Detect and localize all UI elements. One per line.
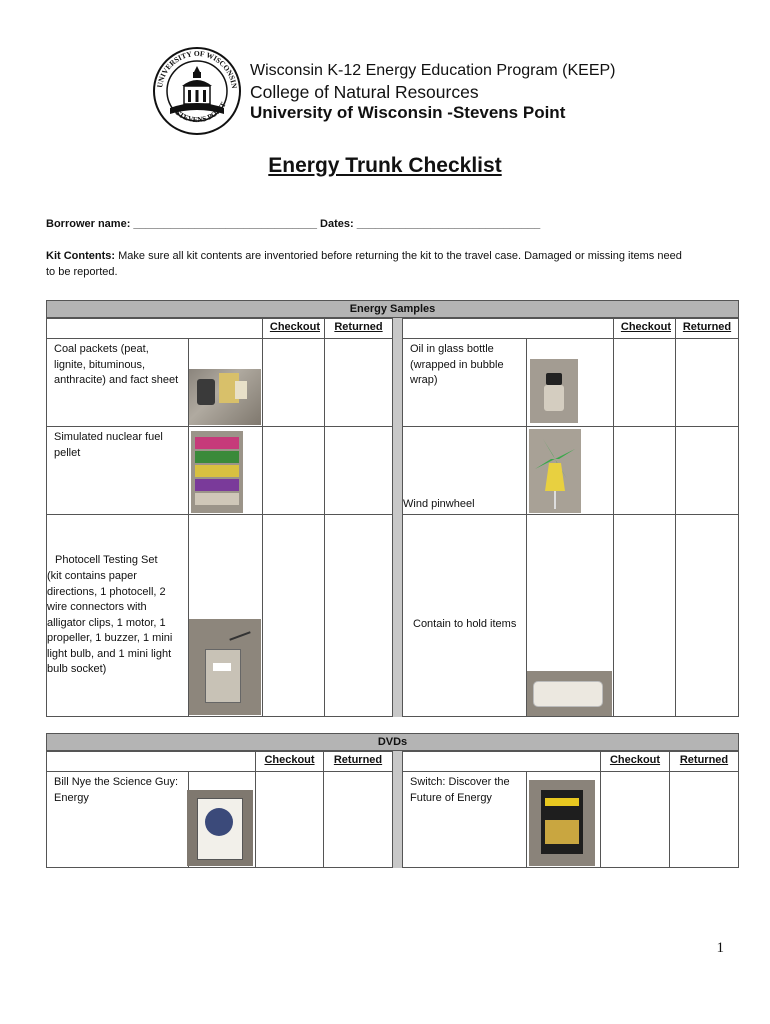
page-number: 1 [716, 940, 724, 956]
svg-text:STEVENS POINT: STEVENS POINT [173, 100, 228, 125]
kit-contents-text-2: to be reported. [46, 266, 118, 278]
dvd-header-spacer-right [402, 751, 601, 772]
oil-checkout-cell[interactable] [613, 338, 676, 427]
borrower-label: Borrower name: [46, 218, 131, 230]
bill-nye-returned-cell[interactable] [323, 771, 393, 868]
header-spacer-left [46, 318, 263, 339]
item-photocell-body: (kit contains paper directions, 1 photocell, 2 wire connectors with alligator clips, 1 motor, 1 propeller, 1 buzzer, 1 mini light bulb, and 1 mini light bulb socket) [47, 570, 173, 675]
nuclear-returned-cell[interactable] [324, 426, 393, 515]
borrower-name-field[interactable]: ______________________________ [133, 218, 317, 230]
oil-photo [530, 359, 578, 423]
photocell-checkout-cell[interactable] [262, 514, 325, 717]
org-line-2: College of Natural Resources [250, 82, 479, 102]
item-oil-label: Oil in glass bottle (wrapped in bubble wrap) [402, 338, 527, 427]
oil-returned-cell[interactable] [675, 338, 739, 427]
switch-checkout-cell[interactable] [600, 771, 670, 868]
item-wind-cell [402, 426, 527, 515]
item-coal-photo-cell [188, 338, 263, 427]
dvd-returned-header-right: Returned [669, 751, 739, 772]
kit-contents [46, 248, 736, 280]
checkout-header-left: Checkout [262, 318, 325, 339]
checkout-header-right: Checkout [613, 318, 676, 339]
dates-label: Dates: [320, 218, 354, 230]
dvd-bill-nye-label: Bill Nye the Science Guy: Energy [46, 771, 189, 868]
item-nuclear-label: Simulated nuclear fuel pellet [46, 426, 189, 515]
dvd-header-spacer-left [46, 751, 256, 772]
dvd-checkout-header-right: Checkout [600, 751, 670, 772]
switch-dvd-photo [529, 780, 595, 866]
item-photocell-title: Photocell Testing Set [55, 554, 158, 566]
switch-returned-cell[interactable] [669, 771, 739, 868]
coal-photo [189, 369, 261, 425]
container-checkout-cell[interactable] [613, 514, 676, 717]
item-container-label: Contain to hold items [413, 618, 517, 630]
item-wind-photo-cell [526, 426, 614, 515]
wind-checkout-cell[interactable] [613, 426, 676, 515]
dvd-checkout-header-left: Checkout [255, 751, 324, 772]
nuclear-photo [191, 431, 243, 513]
item-photocell-cell [46, 514, 189, 717]
photocell-photo [189, 619, 261, 715]
borrower-line [46, 216, 540, 232]
bill-nye-dvd-photo [187, 790, 253, 866]
dvds-heading: DVDs [46, 733, 739, 751]
bill-nye-checkout-cell[interactable] [255, 771, 324, 868]
item-nuclear-photo-cell [188, 426, 263, 515]
kit-contents-text: Make sure all kit contents are inventoried before returning the kit to the travel case. Damaged or missing items need [118, 250, 682, 262]
page-title: Energy Trunk Checklist [268, 154, 502, 177]
item-photocell-photo-cell [188, 514, 263, 717]
item-oil-photo-cell [526, 338, 614, 427]
returned-header-right: Returned [675, 318, 739, 339]
energy-samples-heading: Energy Samples [46, 300, 739, 318]
university-seal [152, 46, 242, 136]
dates-field[interactable]: ______________________________ [356, 218, 541, 230]
org-line-1: Wisconsin K-12 Energy Education Program (KEEP) [250, 62, 616, 79]
dvd-bill-nye-photo-cell [188, 771, 256, 868]
nuclear-checkout-cell[interactable] [262, 426, 325, 515]
photocell-returned-cell[interactable] [324, 514, 393, 717]
svg-text:UNIVERSITY OF WISCONSIN: UNIVERSITY OF WISCONSIN [155, 48, 239, 89]
container-photo [527, 671, 612, 716]
org-line-3: University of Wisconsin -Stevens Point [250, 103, 566, 122]
item-wind-label: Wind pinwheel [403, 497, 475, 510]
dvd-returned-header-left: Returned [323, 751, 393, 772]
kit-contents-label: Kit Contents: [46, 250, 116, 262]
dvd-switch-label: Switch: Discover the Future of Energy [402, 771, 527, 868]
dvd-switch-photo-cell [526, 771, 601, 868]
item-coal-label: Coal packets (peat, lignite, bituminous, anthracite) and fact sheet [46, 338, 189, 427]
pinwheel-photo [529, 429, 581, 513]
item-container-cell [402, 514, 527, 717]
wind-returned-cell[interactable] [675, 426, 739, 515]
header-spacer-right [402, 318, 614, 339]
coal-returned-cell[interactable] [324, 338, 393, 427]
coal-checkout-cell[interactable] [262, 338, 325, 427]
container-returned-cell[interactable] [675, 514, 739, 717]
returned-header-left: Returned [324, 318, 393, 339]
item-container-photo-cell [526, 514, 614, 717]
